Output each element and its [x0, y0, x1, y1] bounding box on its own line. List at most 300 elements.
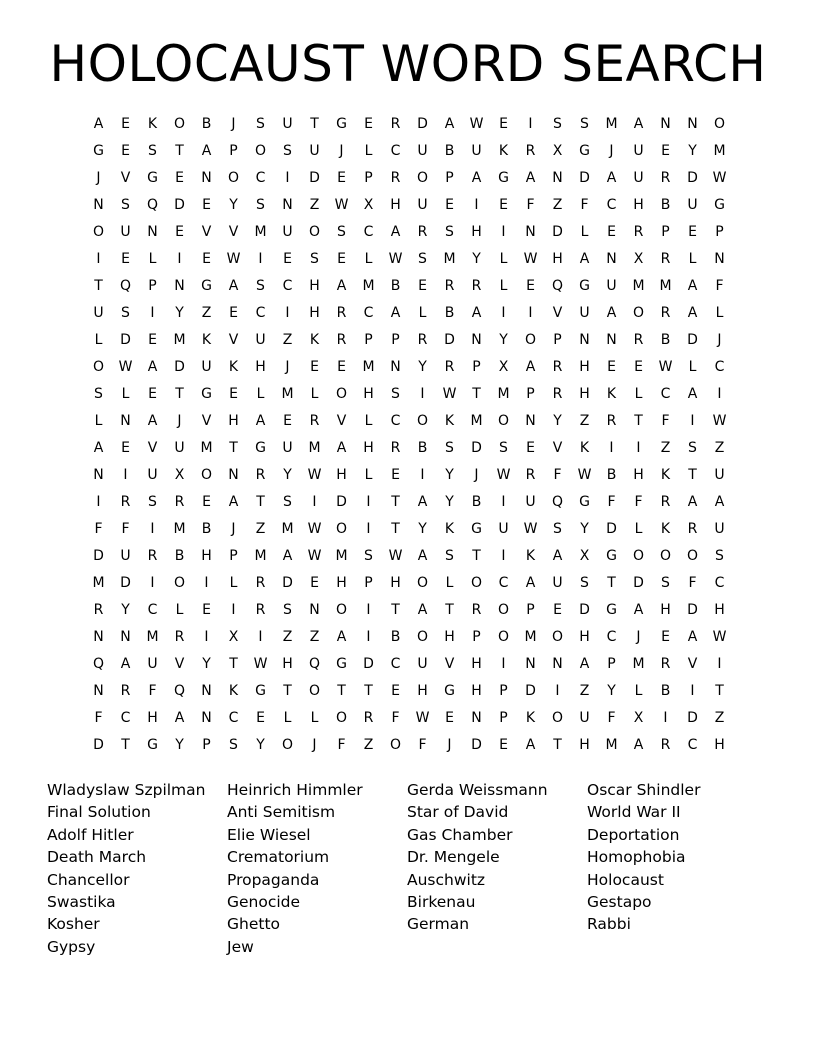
grid-letter: L — [310, 386, 319, 402]
grid-letter: S — [256, 197, 265, 213]
grid-letter: L — [499, 278, 508, 294]
grid-letter: A — [417, 548, 428, 564]
grid-letter: O — [416, 170, 429, 186]
grid-letter: A — [633, 116, 644, 132]
word-list-item: Wladyslaw Szpilman — [47, 781, 206, 799]
grid-letter: B — [606, 467, 617, 483]
word-list-item: Oscar Shindler — [587, 781, 701, 799]
grid-letter: B — [660, 332, 671, 348]
grid-letter: I — [285, 305, 290, 321]
grid-letter: A — [525, 359, 536, 375]
grid-letter: W — [658, 359, 673, 375]
grid-letter: K — [660, 521, 671, 537]
grid-letter: C — [282, 278, 293, 294]
grid-letter: M — [200, 440, 213, 456]
grid-letter: H — [363, 440, 374, 456]
grid-letter: H — [444, 629, 455, 645]
grid-letter: P — [499, 683, 508, 699]
grid-letter: R — [660, 305, 671, 321]
grid-letter: A — [174, 710, 185, 726]
grid-letter: I — [258, 251, 263, 267]
word-list-item: Genocide — [227, 893, 301, 912]
word-list-item: Jew — [227, 937, 254, 956]
grid-letter: E — [661, 629, 670, 645]
grid-letter: A — [444, 116, 455, 132]
grid-letter: Z — [363, 737, 374, 753]
grid-letter: X — [633, 710, 644, 726]
grid-letter: J — [177, 413, 182, 429]
grid-letter: N — [120, 413, 131, 429]
grid-letter: T — [310, 116, 319, 132]
grid-letter: E — [121, 440, 130, 456]
grid-letter: A — [390, 305, 401, 321]
grid-letter: R — [687, 521, 698, 537]
grid-letter: N — [201, 710, 212, 726]
grid-letter: K — [444, 521, 455, 537]
grid-letter: Y — [472, 251, 481, 267]
grid-letter: S — [121, 305, 130, 321]
grid-letter: F — [121, 521, 130, 537]
grid-letter: B — [201, 116, 212, 132]
grid-letter: U — [282, 440, 293, 456]
grid-letter: H — [390, 575, 401, 591]
grid-letter: E — [202, 197, 211, 213]
grid-letter: I — [420, 467, 425, 483]
grid-letter: E — [310, 575, 319, 591]
grid-letter: N — [93, 197, 104, 213]
grid-letter: R — [525, 467, 536, 483]
grid-letter: T — [175, 143, 184, 159]
grid-letter: S — [121, 197, 130, 213]
grid-letter: G — [93, 143, 104, 159]
grid-letter: H — [471, 656, 482, 672]
grid-letter: I — [474, 197, 479, 213]
grid-letter: H — [471, 224, 482, 240]
grid-letter: O — [416, 629, 429, 645]
grid-letter: P — [148, 278, 157, 294]
grid-letter: U — [714, 467, 725, 483]
word-list-item: German — [407, 915, 470, 934]
grid-letter: I — [204, 629, 209, 645]
grid-letter: V — [552, 440, 563, 456]
grid-letter: Z — [552, 197, 563, 213]
grid-letter: H — [633, 467, 644, 483]
grid-row — [85, 327, 733, 354]
grid-letter: A — [201, 143, 212, 159]
grid-letter: E — [418, 278, 427, 294]
grid-letter: I — [366, 629, 371, 645]
grid-letter: B — [417, 440, 428, 456]
grid-letter: H — [147, 710, 158, 726]
grid-letter: O — [497, 602, 510, 618]
grid-row — [85, 246, 733, 273]
word-list-item: Anti Semitism — [227, 803, 336, 822]
grid-letter: F — [715, 278, 724, 294]
grid-letter: P — [472, 629, 481, 645]
grid-letter: D — [309, 170, 320, 186]
grid-letter: W — [496, 467, 511, 483]
grid-letter: C — [363, 224, 374, 240]
grid-letter: O — [713, 116, 726, 132]
grid-letter: E — [256, 710, 265, 726]
grid-letter: R — [309, 413, 320, 429]
grid-letter: H — [552, 251, 563, 267]
grid-letter: O — [335, 386, 348, 402]
grid-letter: A — [336, 278, 347, 294]
grid-letter: O — [551, 710, 564, 726]
grid-letter: B — [174, 548, 185, 564]
grid-letter: F — [94, 710, 103, 726]
grid-letter: F — [607, 494, 616, 510]
grid-letter: L — [364, 413, 373, 429]
grid-letter: U — [417, 197, 428, 213]
grid-letter: P — [661, 224, 670, 240]
grid-letter: A — [525, 575, 536, 591]
grid-row — [85, 408, 733, 435]
grid-letter: T — [283, 683, 292, 699]
word-list-item: Gypsy — [47, 937, 96, 956]
grid-letter: N — [93, 629, 104, 645]
grid-letter: S — [445, 548, 454, 564]
grid-letter: S — [580, 116, 589, 132]
grid-letter: N — [309, 602, 320, 618]
grid-letter: N — [390, 359, 401, 375]
grid-letter: U — [606, 278, 617, 294]
grid-letter: Y — [121, 602, 130, 618]
grid-letter: E — [337, 170, 346, 186]
grid-letter: H — [633, 197, 644, 213]
grid-row — [85, 570, 733, 597]
grid-letter: W — [307, 548, 322, 564]
grid-letter: A — [390, 224, 401, 240]
grid-letter: I — [528, 305, 533, 321]
grid-letter: S — [229, 737, 238, 753]
grid-letter: W — [388, 548, 403, 564]
grid-letter: I — [609, 440, 614, 456]
grid-letter: N — [579, 332, 590, 348]
grid-letter: N — [228, 467, 239, 483]
grid-letter: K — [228, 683, 239, 699]
grid-letter: R — [633, 332, 644, 348]
grid-letter: E — [229, 305, 238, 321]
grid-letter: I — [150, 521, 155, 537]
grid-letter: C — [498, 575, 509, 591]
grid-letter: X — [228, 629, 239, 645]
grid-letter: I — [501, 224, 506, 240]
grid-letter: S — [256, 278, 265, 294]
grid-letter: J — [312, 737, 317, 753]
grid-letter: P — [364, 575, 373, 591]
grid-letter: O — [92, 224, 105, 240]
grid-letter: Y — [580, 521, 589, 537]
grid-letter: I — [690, 683, 695, 699]
grid-letter: E — [283, 251, 292, 267]
grid-letter: R — [147, 548, 158, 564]
grid-letter: U — [633, 143, 644, 159]
grid-letter: B — [444, 305, 455, 321]
grid-letter: K — [201, 332, 212, 348]
grid-letter: T — [715, 683, 724, 699]
grid-letter: S — [499, 440, 508, 456]
grid-letter: E — [121, 116, 130, 132]
grid-letter: K — [660, 467, 671, 483]
grid-letter: E — [688, 224, 697, 240]
grid-letter: M — [443, 251, 456, 267]
grid-letter: J — [285, 359, 290, 375]
grid-letter: I — [96, 251, 101, 267]
grid-letter: I — [177, 251, 182, 267]
grid-letter: I — [501, 548, 506, 564]
grid-letter: R — [120, 683, 131, 699]
grid-letter: T — [553, 737, 562, 753]
grid-letter: K — [309, 332, 320, 348]
grid-letter: O — [254, 143, 267, 159]
grid-letter: A — [255, 413, 266, 429]
grid-letter: W — [469, 116, 484, 132]
grid-letter: D — [633, 575, 644, 591]
grid-letter: E — [607, 359, 616, 375]
grid-letter: E — [391, 683, 400, 699]
page-title: HOLOCAUST WORD SEARCH — [49, 35, 767, 93]
grid-letter: N — [552, 170, 563, 186]
grid-letter: I — [150, 305, 155, 321]
grid-letter: T — [256, 494, 265, 510]
grid-letter: O — [632, 305, 645, 321]
grid-letter: V — [228, 332, 239, 348]
grid-letter: E — [499, 116, 508, 132]
grid-letter: F — [607, 710, 616, 726]
grid-letter: P — [445, 170, 454, 186]
grid-letter: L — [418, 305, 427, 321]
grid-letter: O — [632, 548, 645, 564]
grid-letter: R — [390, 440, 401, 456]
grid-letter: Q — [173, 683, 186, 699]
grid-letter: L — [256, 386, 265, 402]
word-list-item: Death March — [47, 848, 147, 867]
grid-letter: W — [577, 467, 592, 483]
grid-letter: U — [282, 116, 293, 132]
grid-letter: F — [580, 197, 589, 213]
grid-letter: L — [499, 251, 508, 267]
grid-letter: R — [417, 332, 428, 348]
grid-letter: T — [175, 386, 184, 402]
grid-letter: L — [94, 413, 103, 429]
grid-letter: E — [526, 440, 535, 456]
grid-letter: D — [174, 359, 185, 375]
grid-letter: H — [579, 359, 590, 375]
grid-letter: I — [96, 494, 101, 510]
grid-letter: H — [579, 629, 590, 645]
grid-letter: G — [579, 494, 590, 510]
grid-letter: U — [201, 359, 212, 375]
grid-letter: D — [471, 440, 482, 456]
grid-letter: L — [364, 467, 373, 483]
grid-letter: R — [255, 575, 266, 591]
grid-letter: G — [201, 278, 212, 294]
grid-letter: F — [553, 467, 562, 483]
grid-letter: V — [687, 656, 698, 672]
grid-letter: H — [417, 683, 428, 699]
grid-letter: A — [336, 629, 347, 645]
grid-letter: O — [470, 575, 483, 591]
grid-letter: F — [526, 197, 535, 213]
grid-letter: Z — [255, 521, 266, 537]
grid-letter: H — [579, 386, 590, 402]
grid-letter: M — [254, 224, 267, 240]
grid-letter: N — [471, 710, 482, 726]
grid-letter: E — [229, 386, 238, 402]
grid-letter: K — [444, 413, 455, 429]
grid-letter: A — [147, 413, 158, 429]
grid-letter: L — [445, 575, 454, 591]
grid-letter: S — [364, 548, 373, 564]
grid-letter: A — [471, 305, 482, 321]
grid-letter: K — [498, 143, 509, 159]
word-list-item: Homophobia — [587, 848, 686, 867]
grid-letter: Z — [309, 629, 320, 645]
grid-letter: E — [391, 467, 400, 483]
grid-letter: T — [607, 575, 616, 591]
grid-letter: D — [552, 224, 563, 240]
grid-letter: W — [226, 251, 241, 267]
grid-letter: A — [606, 170, 617, 186]
grid-letter: G — [255, 440, 266, 456]
grid-letter: X — [579, 548, 590, 564]
grid-letter: C — [255, 170, 266, 186]
grid-letter: C — [228, 710, 239, 726]
grid-letter: H — [363, 386, 374, 402]
grid-letter: T — [229, 440, 238, 456]
grid-letter: Z — [660, 440, 671, 456]
grid-letter: M — [605, 116, 618, 132]
grid-letter: E — [175, 224, 184, 240]
grid-letter: M — [713, 143, 726, 159]
grid-letter: W — [415, 710, 430, 726]
grid-letter: N — [93, 467, 104, 483]
grid-letter: J — [339, 143, 344, 159]
grid-letter: S — [256, 116, 265, 132]
word-column — [587, 779, 767, 958]
grid-letter: A — [93, 116, 104, 132]
grid-letter: A — [471, 170, 482, 186]
grid-letter: I — [420, 386, 425, 402]
grid-letter: V — [201, 413, 212, 429]
grid-letter: V — [120, 170, 131, 186]
grid-letter: W — [523, 251, 538, 267]
grid-letter: M — [254, 548, 267, 564]
grid-letter: Y — [607, 683, 616, 699]
grid-letter: W — [523, 521, 538, 537]
grid-letter: U — [417, 656, 428, 672]
grid-letter: R — [174, 629, 185, 645]
grid-letter: D — [471, 737, 482, 753]
grid-letter: E — [202, 602, 211, 618]
grid-letter: Y — [499, 332, 508, 348]
grid-letter: J — [474, 467, 479, 483]
grid-letter: L — [175, 602, 184, 618]
grid-letter: D — [579, 602, 590, 618]
grid-letter: S — [445, 440, 454, 456]
grid-letter: T — [94, 278, 103, 294]
grid-letter: W — [712, 170, 727, 186]
grid-letter: D — [687, 602, 698, 618]
grid-letter: E — [445, 710, 454, 726]
grid-letter: J — [609, 143, 614, 159]
grid-letter: U — [687, 197, 698, 213]
grid-letter: A — [633, 602, 644, 618]
grid-letter: R — [174, 494, 185, 510]
grid-letter: K — [579, 440, 590, 456]
grid-letter: Y — [688, 143, 697, 159]
grid-letter: R — [390, 170, 401, 186]
grid-letter: U — [93, 305, 104, 321]
grid-letter: S — [310, 251, 319, 267]
grid-letter: L — [94, 332, 103, 348]
grid-letter: T — [337, 683, 346, 699]
grid-letter: C — [390, 143, 401, 159]
grid-letter: W — [307, 521, 322, 537]
grid-letter: T — [445, 602, 454, 618]
grid-letter: Y — [175, 737, 184, 753]
grid-letter: M — [605, 737, 618, 753]
grid-letter: O — [686, 548, 699, 564]
grid-letter: Q — [146, 197, 159, 213]
grid-letter: D — [579, 170, 590, 186]
grid-letter: S — [688, 440, 697, 456]
grid-letter: L — [688, 251, 697, 267]
word-list-item: Holocaust — [587, 870, 664, 889]
grid-letter: E — [634, 359, 643, 375]
grid-letter: Z — [282, 332, 293, 348]
grid-letter: M — [173, 332, 186, 348]
word-list-item: Deportation — [587, 825, 680, 844]
grid-letter: Q — [551, 278, 564, 294]
grid-letter: C — [120, 710, 131, 726]
grid-letter: S — [391, 386, 400, 402]
grid-letter: U — [147, 467, 158, 483]
grid-row — [85, 705, 733, 732]
grid-letter: N — [687, 116, 698, 132]
grid-letter: D — [687, 170, 698, 186]
grid-letter: F — [391, 710, 400, 726]
grid-letter: M — [497, 386, 510, 402]
grid-letter: I — [555, 683, 560, 699]
grid-letter: V — [336, 413, 347, 429]
grid-letter: U — [255, 332, 266, 348]
grid-letter: X — [633, 251, 644, 267]
grid-letter: E — [661, 143, 670, 159]
grid-letter: T — [472, 386, 481, 402]
grid-letter: D — [444, 332, 455, 348]
grid-letter: U — [309, 143, 320, 159]
grid-letter: M — [632, 278, 645, 294]
grid-letter: E — [499, 737, 508, 753]
grid-letter: Z — [579, 413, 590, 429]
grid-letter: O — [416, 413, 429, 429]
word-list-item: Final Solution — [47, 803, 151, 822]
grid-letter: I — [663, 710, 668, 726]
grid-letter: R — [606, 413, 617, 429]
grid-letter: S — [418, 251, 427, 267]
grid-letter: O — [227, 170, 240, 186]
grid-row — [85, 165, 733, 192]
grid-letter: R — [120, 494, 131, 510]
grid-letter: O — [389, 737, 402, 753]
grid-letter: W — [712, 413, 727, 429]
grid-letter: I — [123, 467, 128, 483]
grid-letter: E — [553, 602, 562, 618]
grid-row — [85, 219, 733, 246]
